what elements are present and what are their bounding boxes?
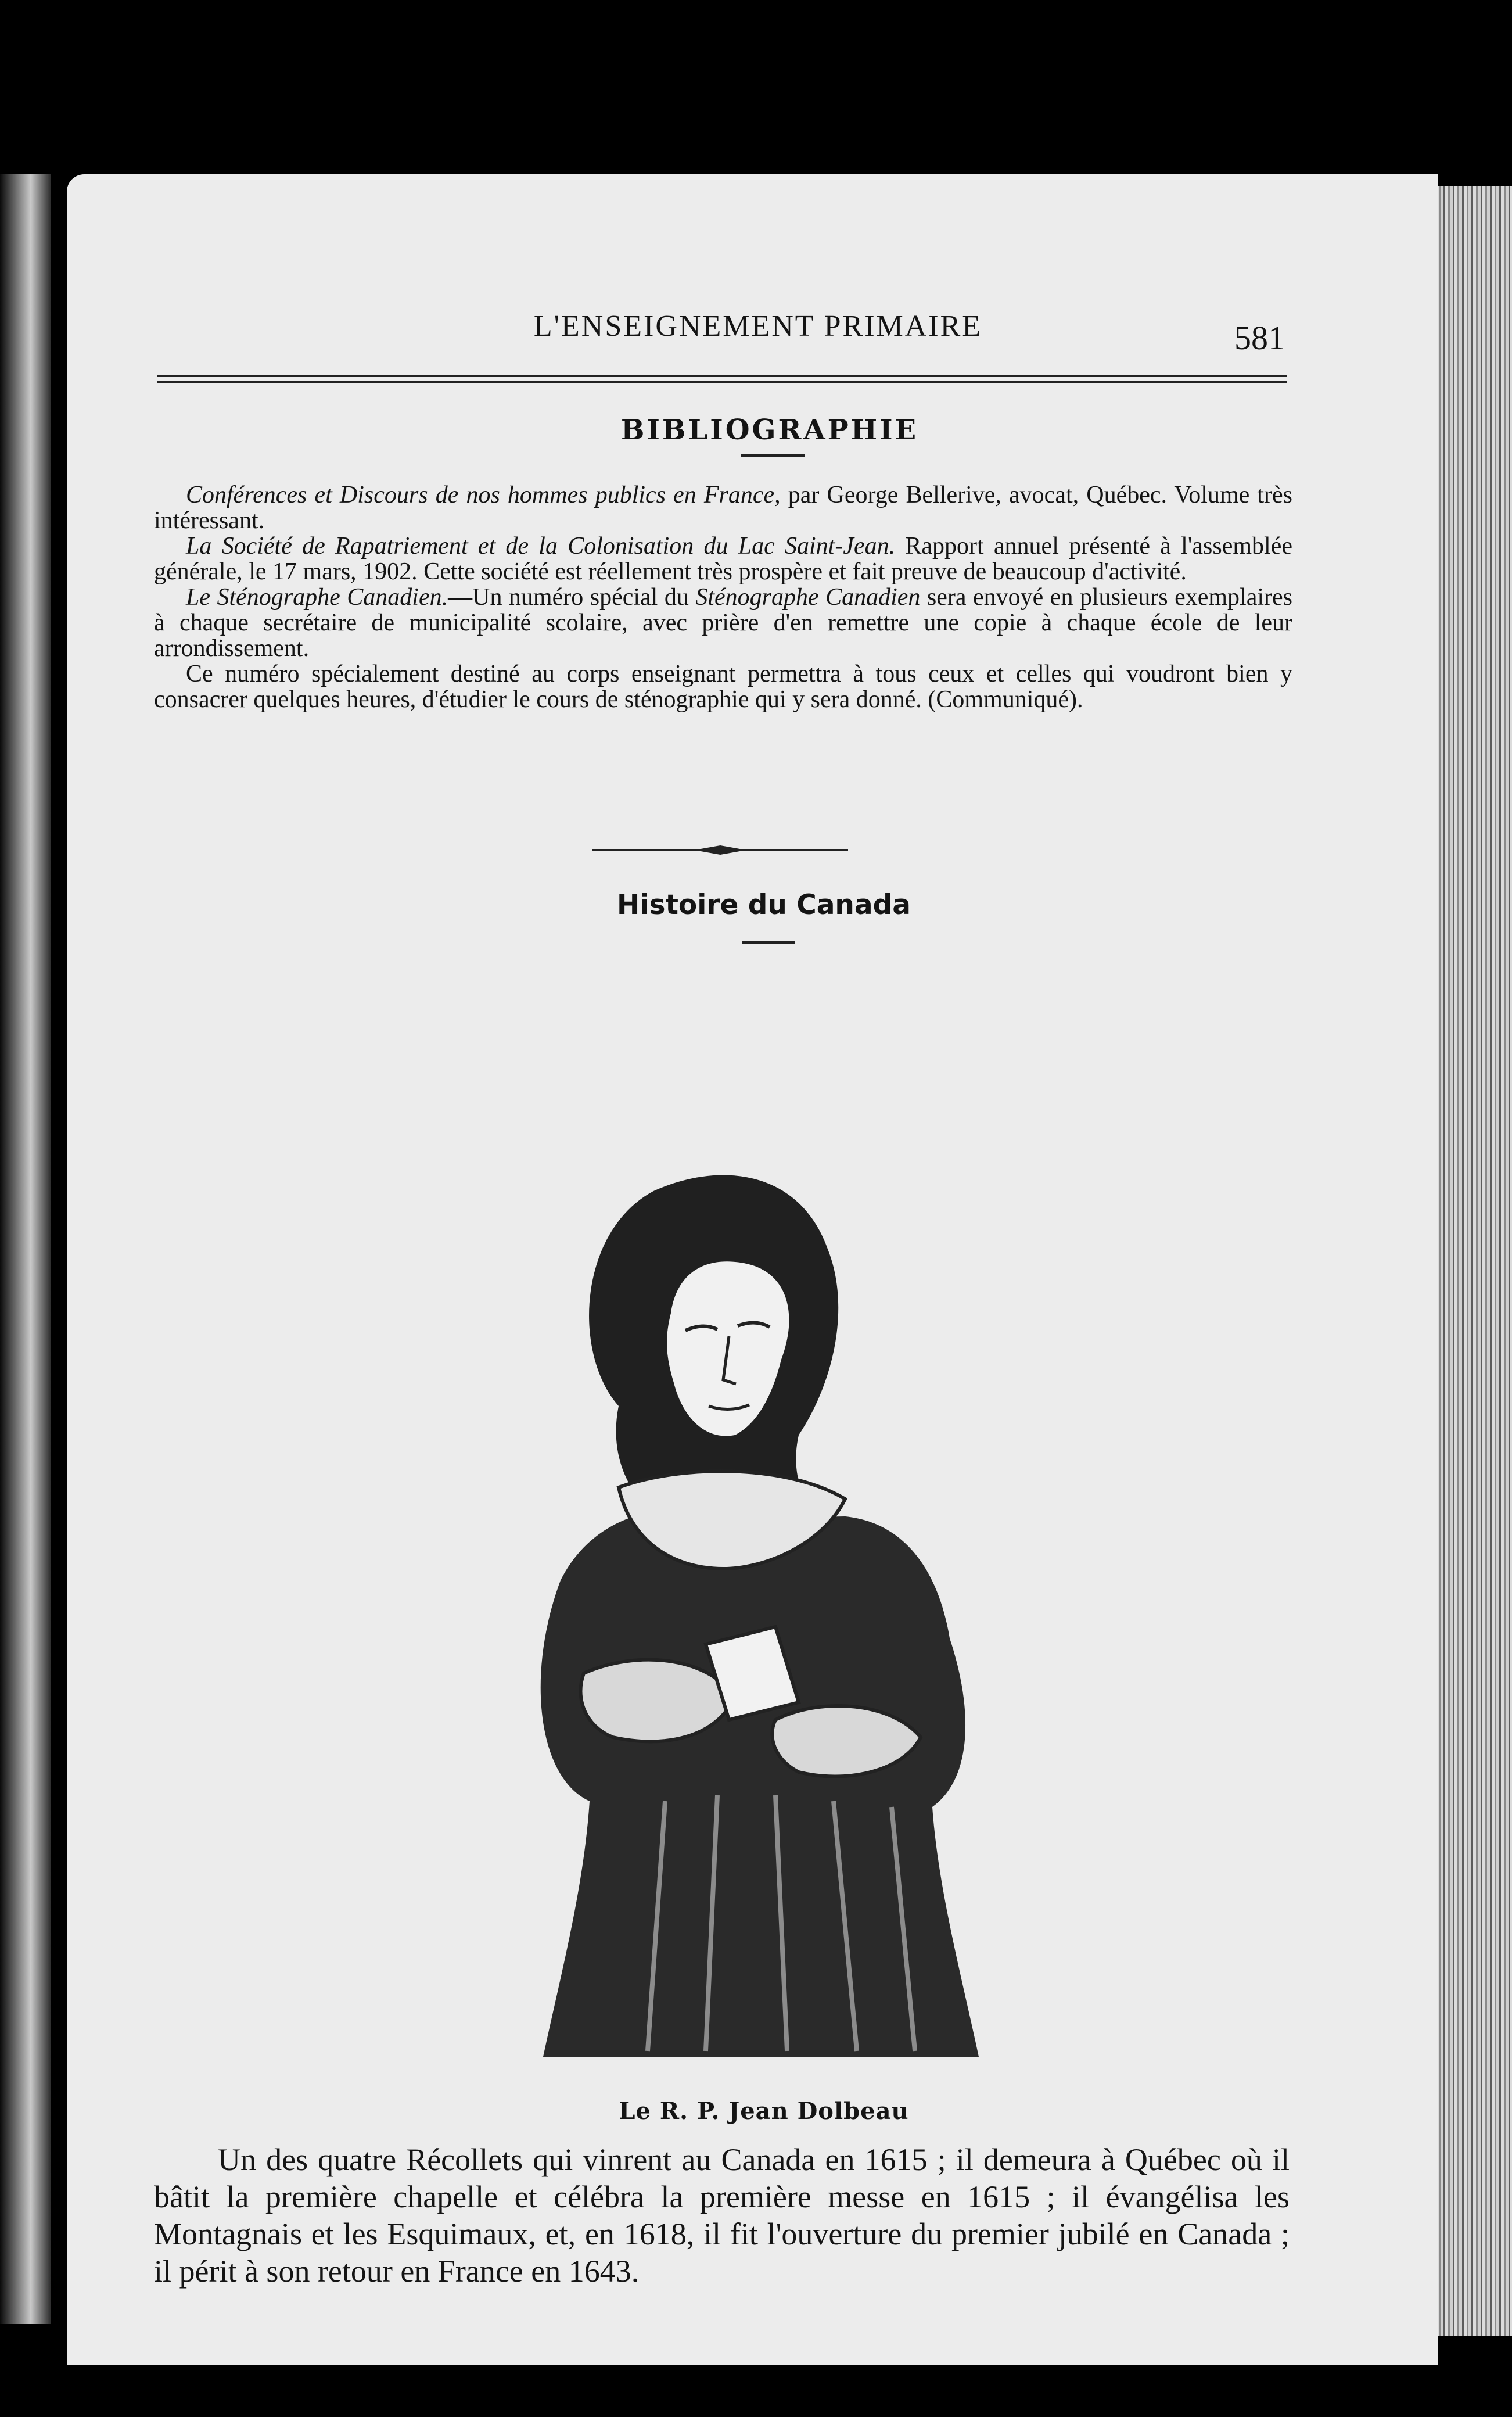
histoire-heading: Histoire du Canada: [617, 889, 911, 921]
adjacent-page-edge: [0, 174, 51, 2324]
bibliography-entry: [154, 584, 1292, 661]
bibliography-entry: [154, 533, 1292, 584]
entry-inline-title: Sténographe Canadien: [695, 584, 921, 611]
heading-underline: [742, 941, 795, 944]
bibliography-entry: [154, 661, 1292, 712]
section-divider-ornament: [592, 842, 848, 858]
histoire-text: [154, 2141, 1290, 2290]
entry-title: Conférences et Discours de nos hommes publics en France,: [186, 482, 781, 508]
running-title: L'ENSEIGNEMENT PRIMAIRE: [533, 310, 983, 343]
bibliographie-heading: BIBLIOGRAPHIE: [620, 414, 919, 446]
entry-title: Le Sténographe Canadien.: [186, 584, 448, 611]
bibliography-entry: [154, 482, 1292, 533]
page-number: 581: [1234, 319, 1285, 357]
header-rule-secondary: [157, 381, 1287, 383]
entry-title: La Société de Rapatriement et de la Colonisation du Lac Saint-Jean.: [186, 533, 896, 560]
portrait-engraving: [473, 1162, 1066, 2068]
header-rule: [157, 375, 1287, 377]
heading-underline: [741, 454, 805, 457]
entry-text: Ce numéro spécialement destiné au corps enseignant permettra à tous ceux et celles qui voudront bien y consacrer quelques heures, d'étudier le cours de sténographie qui y sera donné. (Communiqué).: [154, 661, 1292, 713]
entry-text: —Un numéro spécial du: [448, 584, 696, 611]
entry-text: par George Bellerive, avocat, Québec. Volume très intéressant.: [154, 482, 1293, 534]
portrait-caption: Le R. P. Jean Dolbeau: [619, 2097, 909, 2125]
bibliographie-entries: [154, 482, 1292, 712]
book-page: [67, 174, 1438, 2365]
entry-text: sera envoyé en plusieurs exemplaires à chaque secrétaire de municipalité scolaire, avec prière d'en remettre une copie à chaque école de leur arrondissement.: [154, 584, 1292, 662]
histoire-paragraph: Un des quatre Récollets qui vinrent au Canada en 1615 ; il demeura à Québec où il bâtit la première chapelle et célébra la première messe en 1615 ; il évangélisa les Montagnais et les Esquimaux, et, en 1618, il fit l'ouverture du premier jubilé en Canada ; il périt à son retour en France en 1643.: [154, 2142, 1290, 2289]
entry-text: Rapport annuel présenté à l'assemblée générale, le 17 mars, 1902. Cette société est réellement très prospère et fait preuve de beaucoup d'activité.: [154, 533, 1292, 585]
